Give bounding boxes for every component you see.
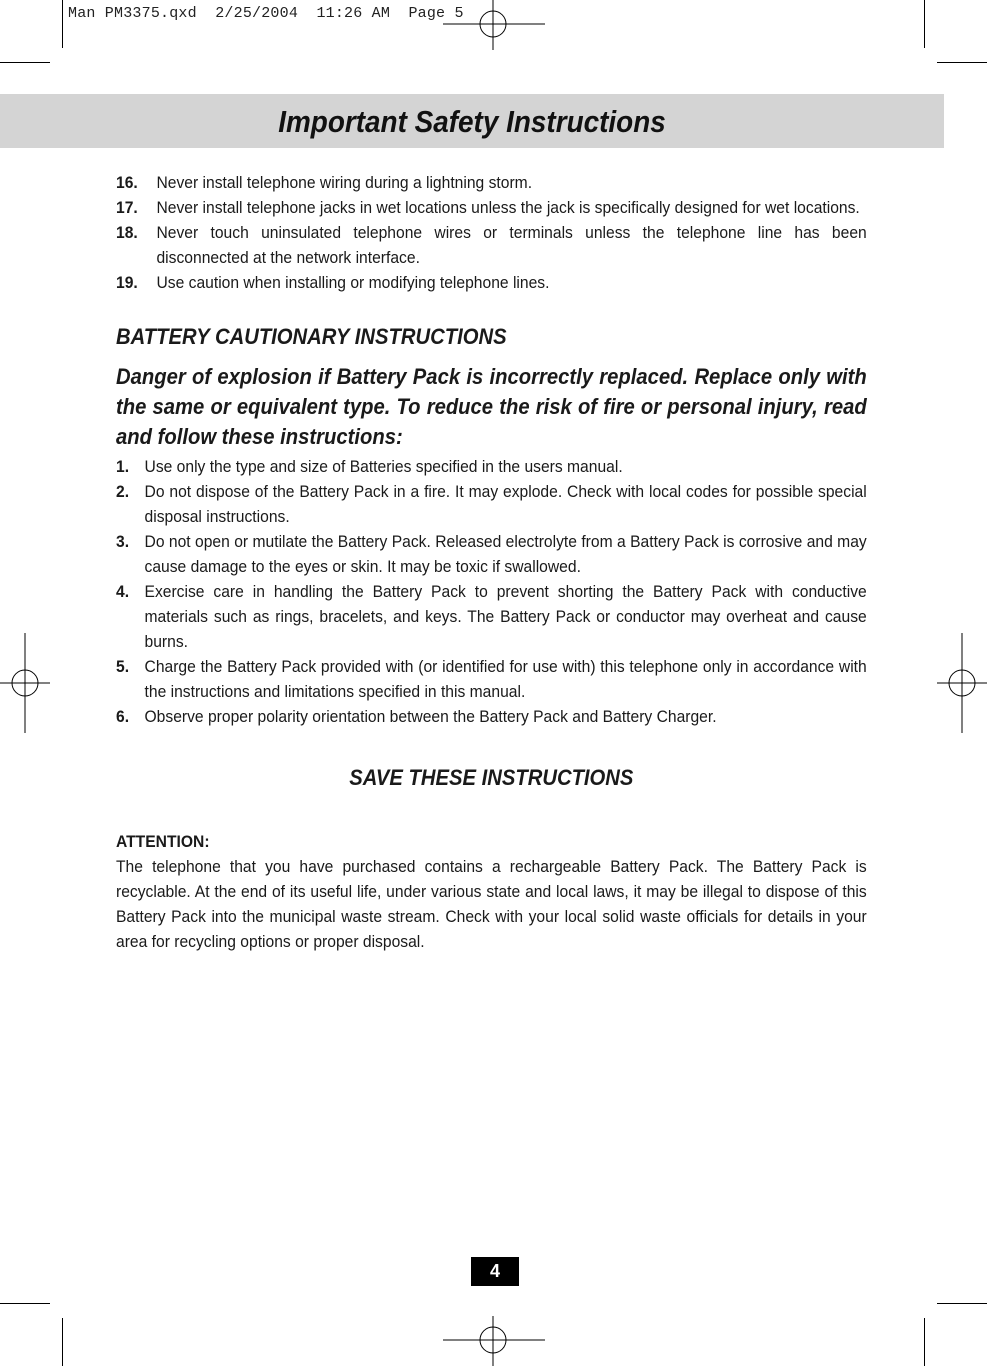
item-text: Charge the Battery Pack provided with (or identified for use with) this telephone only in accordance with the instructions and limitations specified in this manual. <box>144 657 867 701</box>
list-item <box>116 529 867 579</box>
list-item <box>116 579 867 654</box>
battery-warning: Danger of explosion if Battery Pack is incorrectly replaced. Replace only with the same or equivalent type. To reduce the risk of fire or personal injury, read and follow these instructions: <box>116 364 867 449</box>
crop-mark <box>924 1318 925 1366</box>
list-item <box>116 220 867 270</box>
crop-mark <box>0 1303 50 1304</box>
item-text: Use only the type and size of Batteries specified in the users manual. <box>144 457 623 476</box>
crop-mark <box>62 0 63 48</box>
crop-mark <box>937 1303 987 1304</box>
crop-mark <box>0 62 50 63</box>
list-item <box>116 195 867 220</box>
item-number: 19. <box>116 273 138 292</box>
attention-body: The telephone that you have purchased contains a rechargeable Battery Pack. The Battery Pack is recyclable. At the end of its useful life, under various state and local laws, it may be illegal to dispose of this Battery Pack into the municipal waste stream. Check with your local solid waste officials for details in your area for recycling options or proper disposal. <box>116 857 867 951</box>
item-number: 5. <box>116 657 130 676</box>
list-item <box>116 704 867 729</box>
battery-heading: BATTERY CAUTIONARY INSTRUCTIONS <box>116 324 507 349</box>
page-title: Important Safety Instructions <box>278 104 666 139</box>
list-item <box>116 170 867 195</box>
item-number: 1. <box>116 457 130 476</box>
crop-mark <box>937 62 987 63</box>
battery-list <box>116 454 867 729</box>
registration-mark-right <box>937 633 987 733</box>
content-column <box>116 170 867 954</box>
item-number: 18. <box>116 223 138 242</box>
list-item <box>116 270 867 295</box>
item-text: Never install telephone jacks in wet locations unless the jack is specifically designed for wet locations. <box>156 198 860 217</box>
safety-list <box>116 170 867 295</box>
item-number: 4. <box>116 582 130 601</box>
item-text: Do not dispose of the Battery Pack in a fire. It may explode. Check with local codes for possible special disposal instructions. <box>144 482 867 526</box>
list-item <box>116 479 867 529</box>
registration-mark-left <box>0 633 50 733</box>
item-text: Never touch uninsulated telephone wires or terminals unless the telephone line has been disconnected at the network interface. <box>156 223 867 267</box>
registration-mark-bottom <box>443 1316 545 1366</box>
registration-mark-top <box>443 0 545 50</box>
page-number: 4 <box>471 1257 519 1286</box>
crop-mark <box>62 1318 63 1366</box>
item-number: 6. <box>116 707 130 726</box>
print-slug: Man PM3375.qxd 2/25/2004 11:26 AM Page 5 <box>68 5 464 22</box>
item-text: Use caution when installing or modifying telephone lines. <box>156 273 550 292</box>
item-text: Never install telephone wiring during a lightning storm. <box>156 173 533 192</box>
item-number: 2. <box>116 482 130 501</box>
crop-mark <box>924 0 925 48</box>
item-number: 17. <box>116 198 138 217</box>
item-text: Observe proper polarity orientation between the Battery Pack and Battery Charger. <box>144 707 717 726</box>
item-text: Exercise care in handling the Battery Pack to prevent shorting the Battery Pack with conductive materials such as rings, bracelets, and keys. The Battery Pack or conductor may overheat and cause burns. <box>144 582 867 651</box>
item-number: 3. <box>116 532 130 551</box>
list-item <box>116 454 867 479</box>
item-text: Do not open or mutilate the Battery Pack. Released electrolyte from a Battery Pack is corrosive and may cause damage to the eyes or skin. It may be toxic if swallowed. <box>144 532 867 576</box>
item-number: 16. <box>116 173 138 192</box>
main-content <box>116 170 867 954</box>
save-instructions-heading: SAVE THESE INSTRUCTIONS <box>349 765 634 790</box>
list-item <box>116 654 867 704</box>
attention-heading: ATTENTION: <box>116 832 210 851</box>
